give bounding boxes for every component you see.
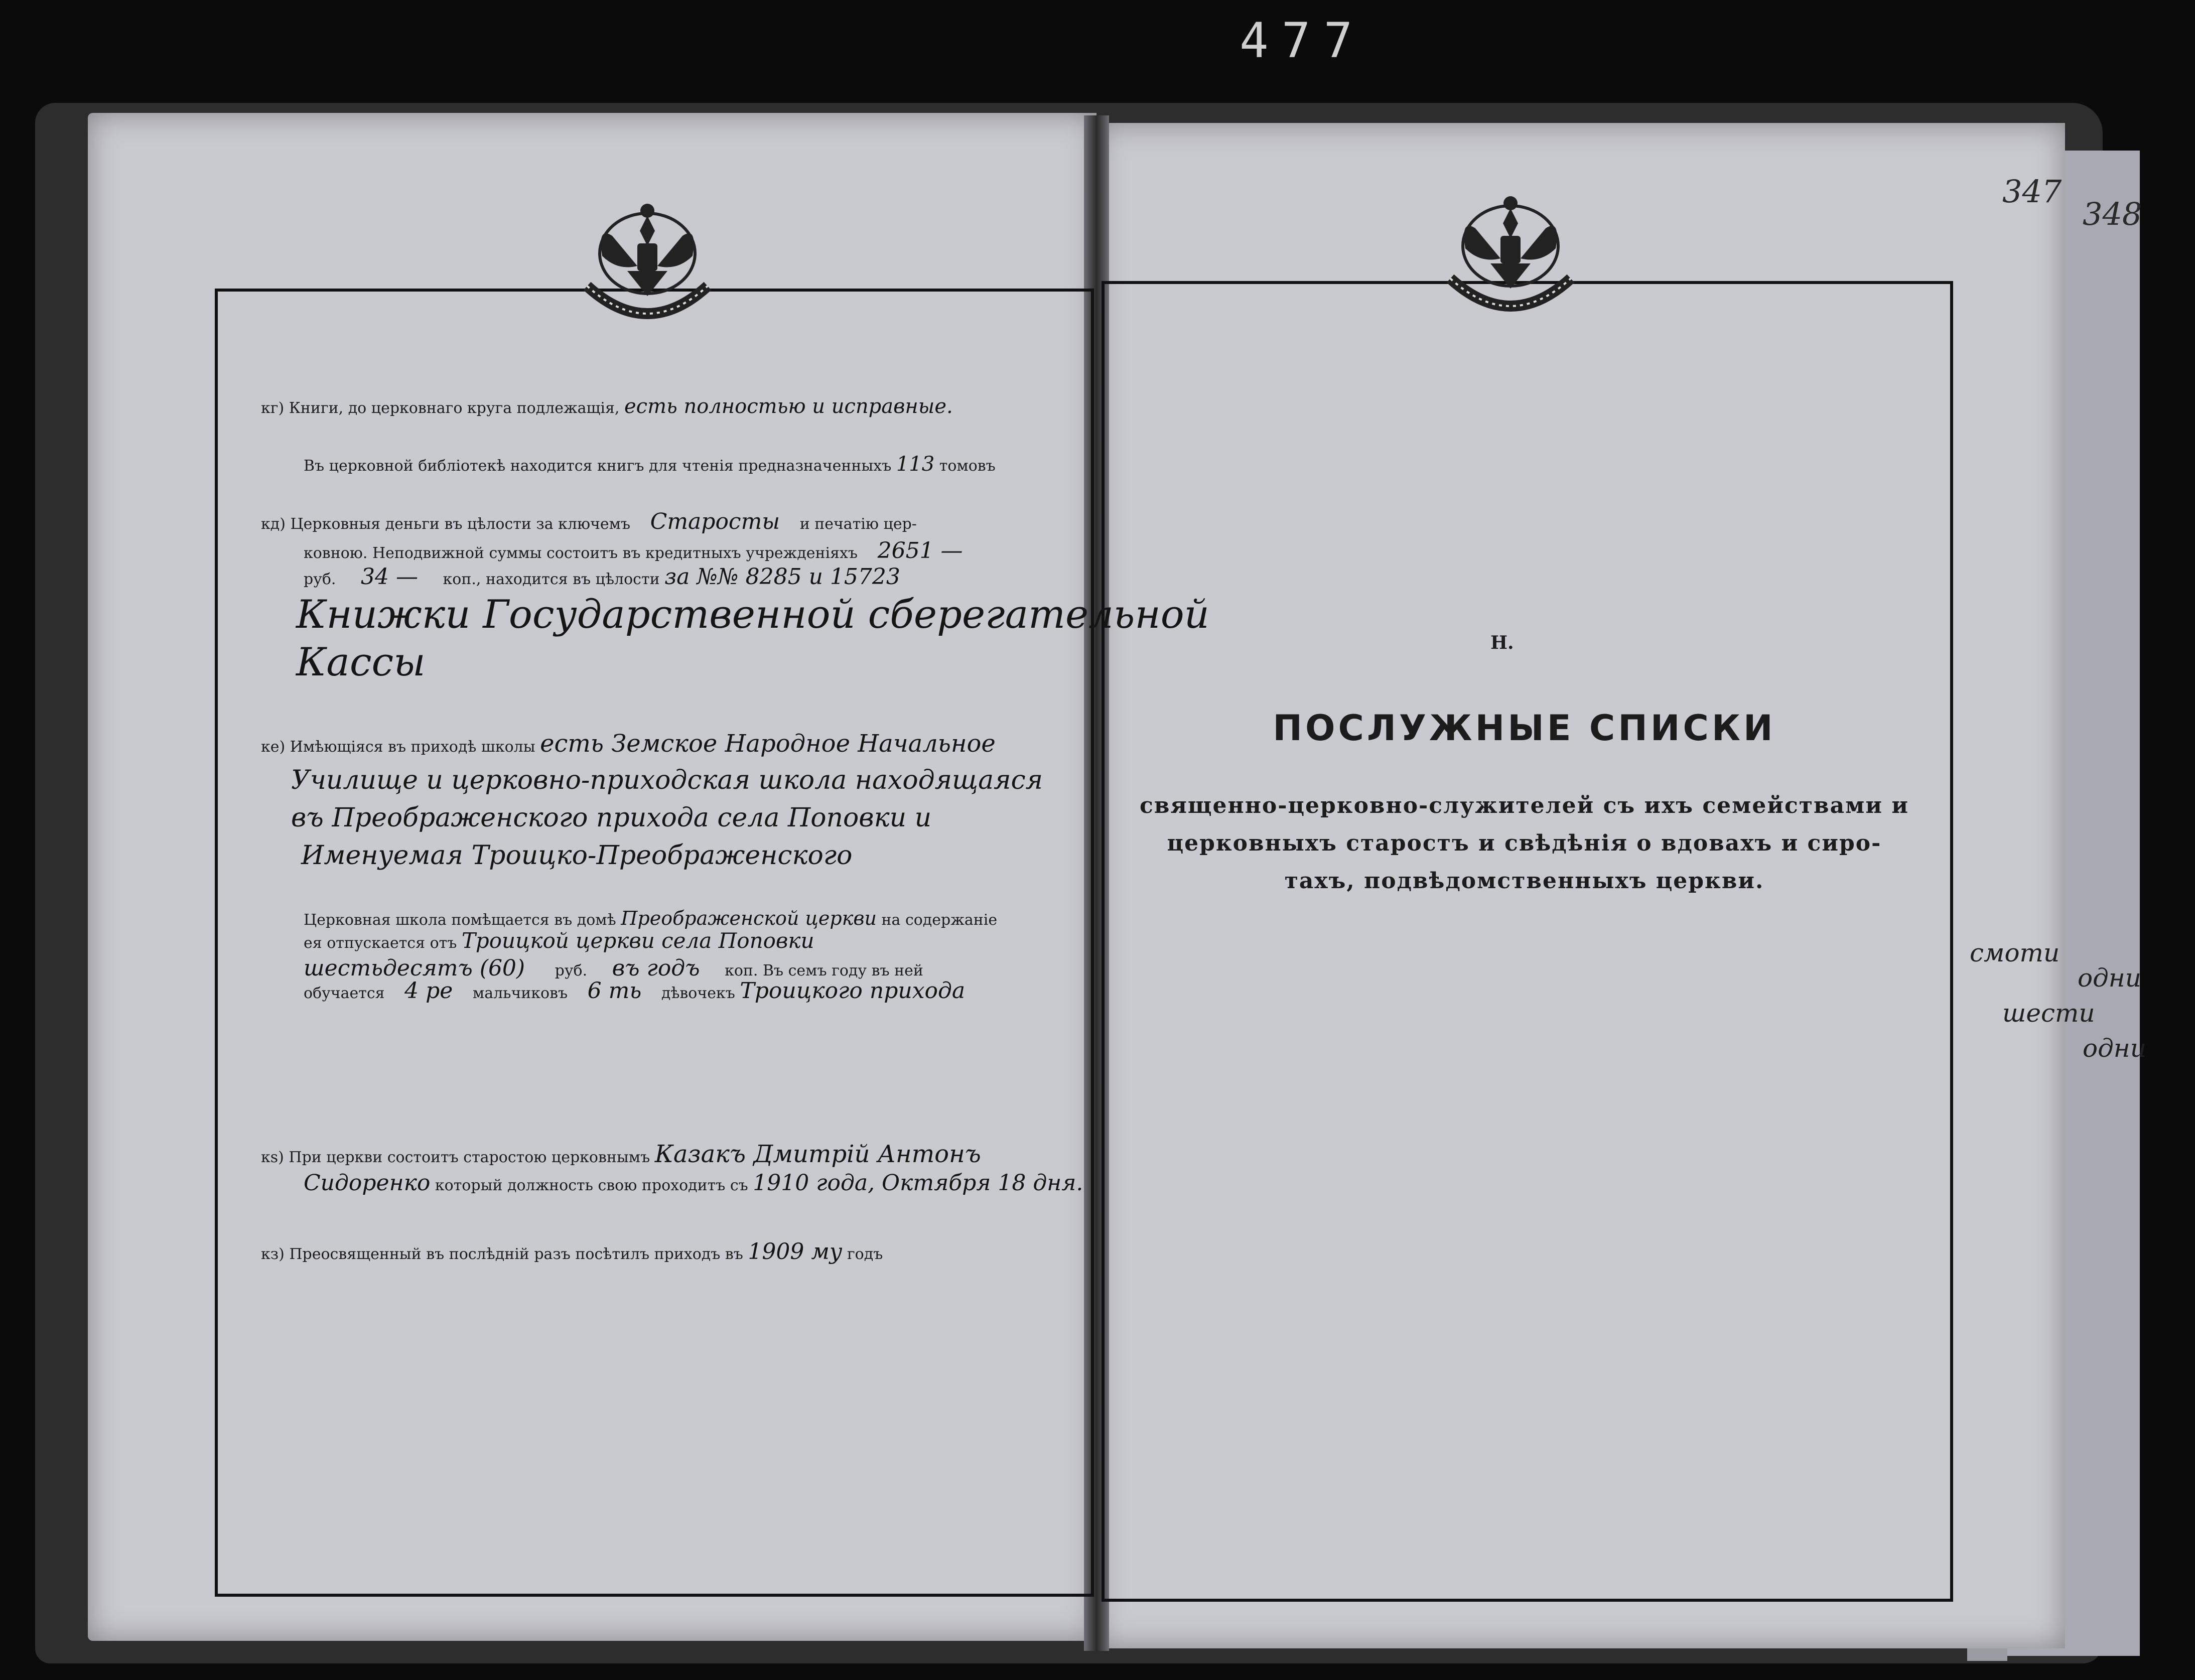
kd-line2-hand: 2651 — xyxy=(877,538,963,564)
school-line2 xyxy=(304,928,814,953)
kz-marker: кз) xyxy=(261,1245,285,1263)
school-printed3b: коп. Въ семъ году въ ней xyxy=(725,962,923,979)
kd-hand-line4: Книжки Государственной сберегательной xyxy=(296,592,1209,637)
school-hand4a: 4 ре xyxy=(404,978,453,1004)
school-printed1-end: на содержаніе xyxy=(881,911,998,929)
ks-hand1: Казакъ Дмитрiй Антонъ xyxy=(654,1140,981,1168)
school-printed4b: мальчиковъ xyxy=(472,985,568,1002)
kd-line3-amount: 34 — xyxy=(361,564,418,590)
kd-printed: Церковныя деньги въ цѣлости за ключемъ xyxy=(290,515,631,533)
kd-marker: кд) xyxy=(261,515,286,533)
kd-printed-end: и печатію цер- xyxy=(799,515,917,533)
ks-marker: кѕ) xyxy=(261,1149,284,1166)
school-hand3b: въ годъ xyxy=(612,955,700,981)
kd-line1 xyxy=(261,509,917,534)
kg-printed: Книги, до церковнаго круга подлежащія, xyxy=(289,399,620,417)
kz-line xyxy=(261,1239,883,1265)
ks-hand2: Сидоренко xyxy=(304,1170,431,1196)
ke-hand1: есть Земское Народное Начальное xyxy=(540,730,996,758)
kz-hand: 1909 му xyxy=(748,1239,843,1265)
library-end: томовъ xyxy=(939,457,996,475)
school-hand4b: 6 ть xyxy=(587,978,642,1004)
school-hand3a: шестьдесятъ (60) xyxy=(304,955,525,981)
kd-line3-printed: находится въ цѣлости xyxy=(485,571,660,588)
library-count: 113 xyxy=(896,453,935,476)
kg-marker: кг) xyxy=(261,399,285,417)
subtitle-line3: тахъ, подвѣдомственныхъ церкви. xyxy=(1284,868,1764,894)
archive-number: 477 xyxy=(1240,13,1366,69)
margin-note-4: одни xyxy=(2083,1034,2146,1063)
school-line4 xyxy=(304,978,966,1004)
kd-hand: Старосты xyxy=(650,509,780,534)
kd-line2 xyxy=(304,538,963,564)
kz-end: годъ xyxy=(847,1245,883,1263)
school-printed2: ея отпускается отъ xyxy=(304,934,457,952)
school-printed3a: руб. xyxy=(555,962,588,979)
kz-printed: Преосвященный въ послѣдній разъ посѣтилъ приходъ въ xyxy=(289,1245,743,1263)
ke-hand3: въ Преображенского прихода села Поповки и xyxy=(291,803,932,833)
kd-line2-printed: ковною. Неподвижной суммы состоитъ въ кредитныхъ учрежденіяхъ xyxy=(304,544,858,562)
library-line xyxy=(304,454,996,476)
kd-hand-line5: Кассы xyxy=(296,640,426,685)
school-hand2: Троицкой церкви села Поповки xyxy=(461,928,814,953)
ks-printed2: который должность свою проходитъ съ xyxy=(435,1177,748,1194)
subtitle-line1: священно-церковно-служителей съ ихъ семействами и xyxy=(1140,793,1909,818)
school-printed1: Церковная школа помѣщается въ домѣ xyxy=(304,911,616,929)
page-number-main: 347 xyxy=(2002,173,2062,210)
ks-hand3: 1910 года, Октября 18 дня. xyxy=(753,1170,1083,1196)
ks-printed: При церкви состоитъ старостою церковнымъ xyxy=(289,1149,650,1166)
kd-line3-rub: руб. xyxy=(304,571,336,588)
school-printed4a: обучается xyxy=(304,985,385,1002)
kg-handwritten: есть полностью и исправные. xyxy=(624,395,953,418)
school-line1 xyxy=(304,908,997,930)
library-printed: Въ церковной библіотекѣ находится книгъ для чтенія предназначенныхъ xyxy=(304,457,892,475)
school-printed4c: дѣвочекъ xyxy=(661,985,735,1002)
ke-printed: Имѣющіяся въ приходѣ школы xyxy=(290,738,535,756)
school-hand1: Преображенской церкви xyxy=(621,907,877,929)
ke-line1 xyxy=(261,730,996,758)
kd-line3-numbers: за №№ 8285 и 15723 xyxy=(664,564,900,590)
school-hand4c: Троицкого прихода xyxy=(740,978,966,1004)
kd-line3-kop: коп., xyxy=(443,571,481,588)
section-letter: Н. xyxy=(1490,632,1514,653)
double-headed-eagle-emblem-left xyxy=(567,196,728,336)
page-number-edge: 348 xyxy=(2083,196,2142,232)
ks-line1 xyxy=(261,1140,981,1168)
ke-hand2: Училище и церковно-приходская школа находящаяся xyxy=(291,765,1043,795)
subtitle-line2: церковныхъ старостъ и свѣдѣнія о вдовахъ и сиро- xyxy=(1167,830,1882,856)
margin-note-1: смоти xyxy=(1970,938,2060,967)
ke-marker: ке) xyxy=(261,738,286,756)
page-title: ПОСЛУЖНЫЕ СПИСКИ xyxy=(1273,708,1776,749)
kg-line xyxy=(261,396,953,418)
ke-hand4: Именуемая Троицко-Преображенского xyxy=(301,841,853,871)
double-headed-eagle-emblem-right xyxy=(1430,188,1591,329)
kd-line3 xyxy=(304,564,900,590)
right-page-frame xyxy=(1102,281,1953,1602)
margin-note-2: одни xyxy=(2078,963,2141,993)
margin-note-3: шести xyxy=(2002,999,2095,1028)
ks-line2 xyxy=(304,1170,1083,1196)
